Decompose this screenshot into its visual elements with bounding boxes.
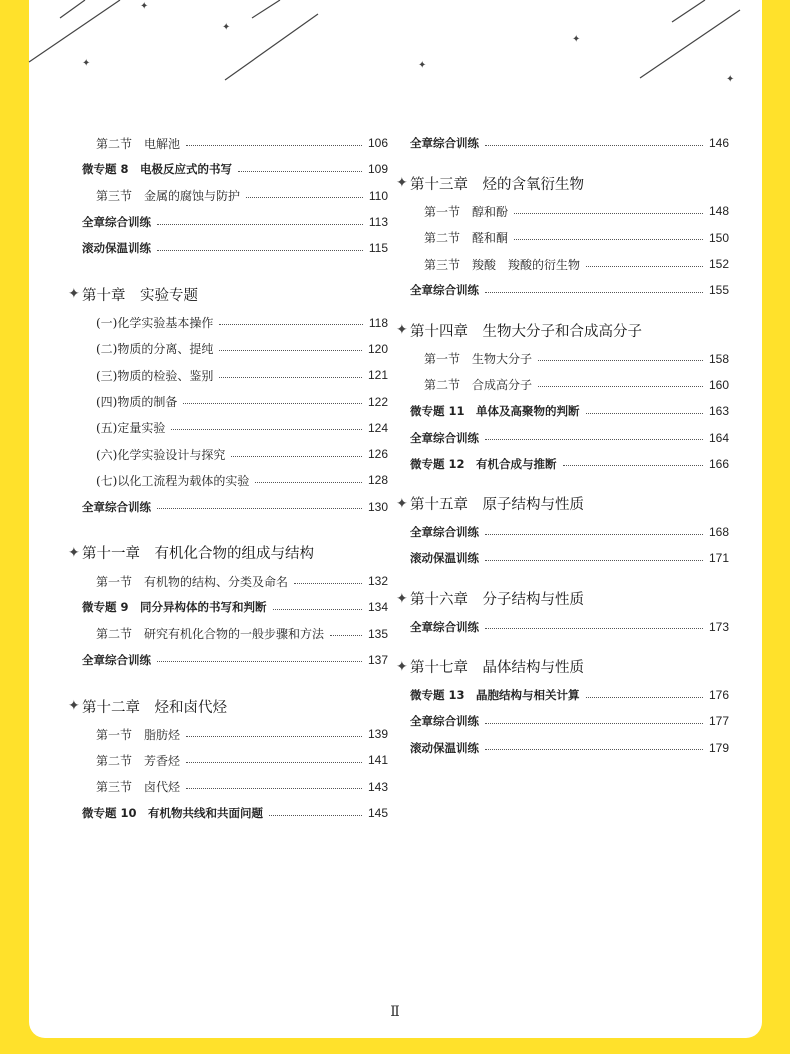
toc-entry-label: 微专题 12 有机合成与推断 bbox=[410, 456, 557, 471]
leader-dots bbox=[538, 386, 703, 387]
toc-entry[interactable] bbox=[82, 309, 388, 335]
toc-entry[interactable] bbox=[82, 647, 388, 673]
leader-dots bbox=[586, 697, 703, 698]
toc-entry[interactable] bbox=[82, 568, 388, 594]
toc-left-column bbox=[68, 130, 388, 826]
leader-dots bbox=[485, 439, 703, 440]
toc-entry-page: 166 bbox=[708, 456, 729, 471]
plus-icon: ✦ bbox=[68, 698, 80, 715]
toc-entry[interactable] bbox=[410, 277, 729, 303]
toc-entry-page: 168 bbox=[708, 525, 729, 540]
leader-dots bbox=[186, 762, 362, 763]
leader-dots bbox=[485, 560, 703, 561]
toc-entry-page: 160 bbox=[708, 377, 729, 392]
toc-entry-label: 全章综合训练 bbox=[82, 215, 151, 230]
toc-entry-page: 122 bbox=[367, 394, 388, 409]
toc-entry-label: (三)物质的检验、鉴别 bbox=[96, 368, 214, 383]
toc-entry[interactable] bbox=[82, 183, 388, 209]
chapter-14-heading bbox=[396, 315, 729, 345]
toc-entry[interactable] bbox=[82, 774, 388, 800]
plus-icon: ✦ bbox=[396, 590, 408, 607]
toc-right-column bbox=[396, 130, 729, 761]
toc-entry-page: 155 bbox=[708, 283, 729, 298]
toc-entry-label: 全章综合训练 bbox=[410, 136, 479, 151]
leader-dots bbox=[238, 171, 362, 172]
svg-text:✦: ✦ bbox=[140, 1, 149, 12]
chapter-15-heading bbox=[396, 489, 729, 519]
leader-dots bbox=[171, 429, 362, 430]
toc-entry-page: 110 bbox=[368, 188, 388, 203]
toc-entry-page: 143 bbox=[367, 779, 388, 794]
toc-entry-label: 第二节 醛和酮 bbox=[424, 231, 509, 246]
plus-icon: ✦ bbox=[396, 495, 408, 512]
leader-dots bbox=[485, 749, 703, 750]
leader-dots bbox=[273, 609, 362, 610]
toc-entry[interactable] bbox=[410, 682, 729, 708]
toc-entry[interactable] bbox=[410, 614, 729, 640]
toc-entry[interactable] bbox=[82, 130, 388, 156]
chapter-16-heading bbox=[396, 584, 729, 614]
toc-entry-page: 135 bbox=[367, 626, 388, 641]
chapter-12-heading bbox=[68, 691, 388, 721]
toc-entry-page: 152 bbox=[708, 257, 729, 272]
toc-entry-page: 128 bbox=[367, 473, 388, 488]
leader-dots bbox=[157, 224, 363, 225]
leader-dots bbox=[231, 456, 362, 457]
toc-entry[interactable] bbox=[410, 198, 729, 224]
toc-entry-page: 121 bbox=[367, 368, 388, 383]
toc-entry[interactable] bbox=[82, 594, 388, 620]
toc-entry-label: 全章综合训练 bbox=[410, 619, 479, 634]
toc-entry-page: 139 bbox=[367, 727, 388, 742]
toc-entry-label: 微专题 13 晶胞结构与相关计算 bbox=[410, 688, 580, 702]
svg-text:✦: ✦ bbox=[222, 22, 231, 33]
svg-text:✦: ✦ bbox=[418, 60, 427, 71]
toc-entry-label: (四)物质的制备 bbox=[96, 395, 178, 410]
leader-dots bbox=[186, 736, 362, 737]
leader-dots bbox=[330, 635, 362, 636]
toc-entry-label: (一)化学实验基本操作 bbox=[96, 316, 214, 331]
toc-entry[interactable] bbox=[82, 362, 388, 388]
chapter-title: 第十二章 烃和卤代烃 bbox=[82, 699, 227, 716]
toc-entry-page: 177 bbox=[708, 714, 729, 729]
decorative-header-lines bbox=[0, 0, 790, 110]
toc-entry-page: 146 bbox=[708, 136, 729, 151]
toc-entry[interactable] bbox=[82, 415, 388, 441]
toc-entry-page: 145 bbox=[367, 806, 388, 821]
toc-entry-label: (五)定量实验 bbox=[96, 421, 166, 436]
toc-entry-page: 126 bbox=[367, 447, 388, 462]
toc-entry-page: 120 bbox=[367, 341, 388, 356]
leader-dots bbox=[514, 239, 703, 240]
toc-entry[interactable] bbox=[410, 424, 729, 450]
svg-text:✦: ✦ bbox=[82, 58, 91, 69]
toc-entry-label: 微专题 11 单体及高聚物的判断 bbox=[410, 404, 580, 419]
toc-entry[interactable] bbox=[82, 441, 388, 467]
toc-entry[interactable] bbox=[410, 451, 729, 477]
toc-entry-label: 全章综合训练 bbox=[82, 499, 151, 514]
toc-entry-label: 第二节 合成高分子 bbox=[424, 378, 533, 393]
leader-dots bbox=[183, 403, 362, 404]
chapter-10-heading bbox=[68, 279, 388, 309]
chapter-title: 第十三章 烃的含氧衍生物 bbox=[410, 176, 584, 193]
toc-entry-label: 全章综合训练 bbox=[82, 652, 151, 667]
toc-entry-page: 130 bbox=[367, 499, 388, 514]
toc-entry-label: 第一节 醇和酚 bbox=[424, 204, 509, 219]
leader-dots bbox=[563, 465, 703, 466]
toc-entry-label: 第三节 卤代烃 bbox=[96, 780, 181, 795]
page-number: Ⅱ bbox=[390, 1004, 400, 1020]
leader-dots bbox=[255, 482, 362, 483]
toc-entry-page: 134 bbox=[367, 600, 388, 615]
leader-dots bbox=[485, 723, 703, 724]
toc-entry-label: (七)以化工流程为载体的实验 bbox=[96, 473, 250, 488]
toc-entry-page: 158 bbox=[708, 351, 729, 366]
toc-entry-page: 113 bbox=[368, 215, 388, 230]
toc-entry-label: 第三节 金属的腐蚀与防护 bbox=[96, 189, 241, 204]
toc-entry[interactable] bbox=[82, 336, 388, 362]
toc-entry[interactable] bbox=[410, 225, 729, 251]
leader-dots bbox=[219, 350, 362, 351]
leader-dots bbox=[586, 266, 703, 267]
chapter-11-heading bbox=[68, 538, 388, 568]
chapter-title: 第十一章 有机化合物的组成与结构 bbox=[82, 546, 314, 563]
chapter-title: 第十五章 原子结构与性质 bbox=[410, 497, 584, 514]
toc-entry[interactable] bbox=[410, 130, 729, 156]
leader-dots bbox=[157, 661, 362, 662]
toc-entry-label: 滚动保温训练 bbox=[410, 740, 479, 755]
toc-entry-page: 150 bbox=[708, 230, 729, 245]
leader-dots bbox=[269, 815, 362, 816]
chapter-title: 第十七章 晶体结构与性质 bbox=[410, 660, 584, 677]
toc-entry[interactable] bbox=[82, 747, 388, 773]
toc-entry[interactable] bbox=[410, 372, 729, 398]
toc-entry-page: 118 bbox=[368, 315, 388, 330]
toc-entry-label: 微专题 9 同分异构体的书写和判断 bbox=[82, 600, 267, 615]
toc-entry-page: 163 bbox=[708, 404, 729, 419]
leader-dots bbox=[186, 788, 362, 789]
toc-entry-label: 第一节 脂肪烃 bbox=[96, 727, 181, 742]
toc-entry[interactable] bbox=[82, 467, 388, 493]
leader-dots bbox=[485, 628, 703, 629]
toc-entry-page: 124 bbox=[367, 420, 388, 435]
toc-entry[interactable] bbox=[82, 388, 388, 414]
toc-entry[interactable] bbox=[410, 545, 729, 571]
toc-entry[interactable] bbox=[82, 209, 388, 235]
toc-entry-page: 148 bbox=[708, 204, 729, 219]
leader-dots bbox=[485, 292, 703, 293]
toc-entry-label: 滚动保温训练 bbox=[410, 551, 479, 566]
plus-icon: ✦ bbox=[68, 286, 80, 303]
toc-entry-label: 微专题 10 有机物共线和共面问题 bbox=[82, 806, 264, 821]
svg-text:✦: ✦ bbox=[572, 34, 581, 45]
toc-entry-page: 137 bbox=[367, 652, 388, 667]
toc-entry[interactable] bbox=[410, 251, 729, 277]
leader-dots bbox=[219, 324, 362, 325]
toc-entry-label: 第一节 有机物的结构、分类及命名 bbox=[96, 574, 289, 589]
svg-text:✦: ✦ bbox=[726, 74, 735, 85]
toc-entry-page: 132 bbox=[367, 574, 388, 588]
toc-entry-label: 第二节 芳香烃 bbox=[96, 753, 181, 768]
toc-entry[interactable] bbox=[410, 708, 729, 734]
toc-entry-label: 第二节 电解池 bbox=[96, 136, 181, 151]
toc-entry[interactable] bbox=[410, 398, 729, 424]
plus-icon: ✦ bbox=[396, 658, 408, 675]
toc-entry-page: 109 bbox=[367, 162, 388, 177]
toc-entry-label: 第一节 生物大分子 bbox=[424, 352, 533, 367]
toc-entry[interactable] bbox=[82, 800, 388, 826]
leader-dots bbox=[246, 197, 363, 198]
toc-entry-page: 171 bbox=[708, 551, 729, 566]
chapter-13-heading bbox=[396, 168, 729, 198]
toc-entry[interactable] bbox=[410, 734, 729, 760]
leader-dots bbox=[538, 360, 703, 361]
leader-dots bbox=[485, 534, 703, 535]
plus-icon: ✦ bbox=[68, 544, 80, 561]
leader-dots bbox=[514, 213, 703, 214]
toc-entry[interactable] bbox=[82, 235, 388, 261]
toc-entry[interactable] bbox=[410, 519, 729, 545]
plus-icon: ✦ bbox=[396, 322, 408, 339]
toc-entry-page: 106 bbox=[367, 136, 388, 151]
toc-entry-page: 173 bbox=[708, 619, 729, 634]
leader-dots bbox=[219, 377, 362, 378]
toc-entry-label: 第二节 研究有机化合物的一般步骤和方法 bbox=[96, 627, 325, 642]
toc-entry[interactable] bbox=[82, 721, 388, 747]
chapter-title: 第十四章 生物大分子和合成高分子 bbox=[410, 323, 642, 340]
leader-dots bbox=[586, 413, 703, 414]
toc-entry-label: (二)物质的分离、提纯 bbox=[96, 342, 214, 357]
toc-entry-page: 176 bbox=[708, 688, 729, 702]
leader-dots bbox=[157, 508, 362, 509]
toc-entry-page: 115 bbox=[368, 241, 388, 256]
toc-entry-label: 全章综合训练 bbox=[410, 525, 479, 540]
toc-entry-label: (六)化学实验设计与探究 bbox=[96, 447, 226, 462]
chapter-title: 第十六章 分子结构与性质 bbox=[410, 592, 584, 609]
chapter-17-heading bbox=[396, 652, 729, 682]
toc-entry-label: 第三节 羧酸 羧酸的衍生物 bbox=[424, 257, 581, 272]
leader-dots bbox=[157, 250, 363, 251]
toc-entry-label: 全章综合训练 bbox=[410, 430, 479, 445]
chapter-title: 第十章 实验专题 bbox=[82, 287, 198, 304]
leader-dots bbox=[294, 583, 362, 584]
leader-dots bbox=[485, 145, 703, 146]
plus-icon: ✦ bbox=[396, 175, 408, 192]
toc-entry-label: 滚动保温训练 bbox=[82, 241, 151, 256]
toc-entry-page: 179 bbox=[708, 740, 729, 755]
toc-entry[interactable] bbox=[82, 156, 388, 182]
toc-entry[interactable] bbox=[82, 620, 388, 646]
toc-entry[interactable] bbox=[82, 494, 388, 520]
toc-entry-label: 全章综合训练 bbox=[410, 283, 479, 298]
toc-entry-label: 微专题 8 电极反应式的书写 bbox=[82, 162, 233, 177]
toc-entry-page: 164 bbox=[708, 430, 729, 445]
leader-dots bbox=[186, 145, 362, 146]
toc-entry[interactable] bbox=[410, 345, 729, 371]
toc-entry-page: 141 bbox=[367, 753, 388, 768]
toc-entry-label: 全章综合训练 bbox=[410, 714, 479, 729]
